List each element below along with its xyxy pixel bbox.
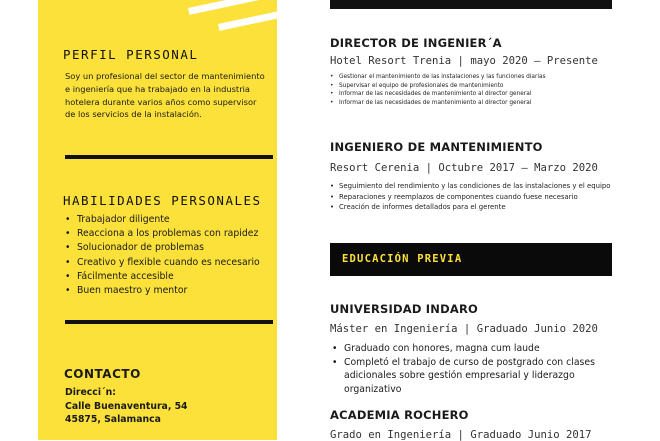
skill-item: • Solucionador de problemas [65, 241, 260, 255]
sidebar [38, 0, 277, 440]
duty-item: • Informar de las necesidades de mantenimiento al director general [330, 90, 546, 99]
education-detail-item: • Graduado con honores, magna cum laude [330, 342, 605, 356]
job-title: INGENIERO DE MANTENIMIENTO [330, 140, 543, 154]
duty-item: • Gestionar el mantenimiento de las instalaciones y las funciones diarias [330, 73, 546, 82]
duty-item: • Seguimiento del rendimiento y las condiciones de las instalaciones y el equipo [330, 181, 610, 192]
duty-item: • Informar de las necesidades de mantenimiento al director general [330, 99, 546, 108]
job-title: DIRECTOR DE INGENIER´A [330, 36, 502, 50]
job-duties-list [330, 181, 610, 213]
contact-address-label: Direcci´n: [65, 387, 116, 398]
skill-item: • Creativo y flexible cuando es necesario [65, 256, 260, 270]
job-subtitle: Hotel Resort Trenia | mayo 2020 – Presente [330, 55, 598, 67]
skill-item: • Reacciona a los problemas con rapidez [65, 227, 260, 241]
education-details-list [330, 342, 605, 396]
section-divider [65, 155, 273, 159]
education-title: ACADEMIA ROCHERO [330, 408, 469, 422]
decorative-stripe [218, 5, 277, 31]
job-subtitle: Resort Cerenia | Octubre 2017 – Marzo 2020 [330, 162, 598, 174]
skills-title: HABILIDADES PERSONALES [63, 193, 262, 208]
duty-item: • Reparaciones y reemplazos de componentes cuando fuese necesario [330, 192, 610, 203]
job-duties-list [330, 73, 546, 107]
contact-street: Calle Buenaventura, 54 [65, 401, 188, 412]
contact-city: 45875, Salamanca [65, 414, 161, 425]
education-banner-title: EDUCACIÓN PREVIA [342, 253, 463, 265]
skills-list [65, 213, 260, 298]
section-divider [65, 320, 273, 324]
duty-item: • Creación de informes detallados para el gerente [330, 202, 610, 213]
profile-text: Soy un profesional del sector de mantenimiento e ingeniería que ha trabajado en la industria hotelera durante varios años como supervisor de los servicios de la instalación. [65, 71, 265, 120]
decorative-stripe [188, 0, 277, 15]
education-subtitle: Grado en Ingeniería | Graduado Junio 2017 [330, 429, 592, 441]
skill-item: • Trabajador diligente [65, 213, 260, 227]
education-subtitle: Máster en Ingeniería | Graduado Junio 2020 [330, 323, 598, 335]
contact-title: CONTACTO [64, 367, 141, 381]
skill-item: • Fácilmente accesible [65, 270, 260, 284]
duty-item: • Supervisar el equipo de profesionales de mantenimiento [330, 82, 546, 91]
header-bar [330, 0, 612, 9]
education-detail-item: • Completó el trabajo de curso de postgrado con clases adicionales sobre gestión empresarial y liderazgo organizativo [330, 356, 605, 397]
profile-title: PERFIL PERSONAL [63, 47, 199, 62]
skill-item: • Buen maestro y mentor [65, 284, 260, 298]
education-title: UNIVERSIDAD INDARO [330, 302, 478, 316]
education-banner [330, 243, 612, 276]
